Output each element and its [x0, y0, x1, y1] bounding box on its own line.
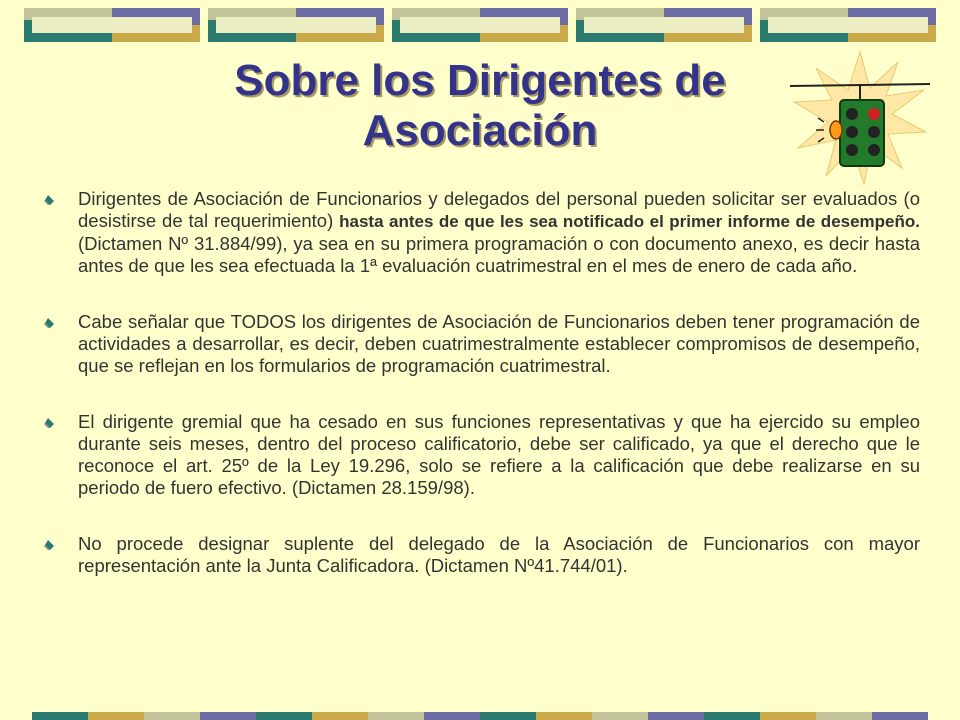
list-item [38, 188, 920, 277]
list-item [38, 311, 920, 377]
bullet-emphasis: hasta antes de que les sea notificado el primer informe de desempeño. [339, 212, 920, 231]
bullet-icon [44, 417, 56, 429]
band-segment [872, 712, 928, 720]
band-tile [24, 8, 200, 42]
band-tile [760, 8, 936, 42]
band-segment [88, 712, 144, 720]
band-segment [312, 712, 368, 720]
bullet-list [38, 188, 920, 611]
band-segment [256, 712, 312, 720]
band-tile [576, 8, 752, 42]
title-line-1: Sobre los Dirigentes de [234, 56, 726, 105]
band-segment [648, 712, 704, 720]
bullet-icon [44, 194, 56, 206]
band-segment [32, 712, 88, 720]
band-tile [392, 8, 568, 42]
band-segment [144, 712, 200, 720]
band-segment [760, 712, 816, 720]
band-segment [592, 712, 648, 720]
traffic-light-icon [790, 48, 930, 188]
list-item [38, 533, 920, 577]
bullet-text: No procede designar suplente del delegado de la Asociación de Funcionarios con mayor representación ante la Junta Calificadora. (Dictamen Nº41.744/01). [78, 533, 920, 576]
top-decorative-band [24, 8, 936, 42]
title-line-2: Asociación [362, 106, 598, 155]
band-segment [480, 712, 536, 720]
slide-title [150, 56, 810, 156]
band-tile [208, 8, 384, 42]
bullet-icon [44, 317, 56, 329]
bullet-text: El dirigente gremial que ha cesado en sus funciones representativas y que ha ejercido su empleo durante seis meses, dentro del proceso calificatorio, debe ser calificado, ya que el derecho que le reconoce el art. 25º de la Ley 19.296, solo se refiere a la calificación que debe realizarse en su periodo de fuero efectivo. (Dictamen 28.159/98). [78, 411, 920, 498]
bullet-icon [44, 539, 56, 551]
band-segment [200, 712, 256, 720]
band-segment [424, 712, 480, 720]
bullet-text: Dirigentes de Asociación de Funcionarios y delegados del personal pueden solicitar ser evaluados (o desistirse de tal requerimiento) hasta antes de que les sea notificado el primer informe de desempeño. (Dictamen Nº 31.884/99), ya sea en su primera programación o con documento anexo, es decir hasta antes de que les sea efectuada la 1ª evaluación cuatrimestral en el mes de enero de cada año. [78, 188, 920, 276]
band-segment [816, 712, 872, 720]
band-segment [704, 712, 760, 720]
bottom-decorative-band [32, 712, 928, 720]
list-item [38, 411, 920, 499]
bullet-text: Cabe señalar que TODOS los dirigentes de Asociación de Funcionarios deben tener programación de actividades a desarrollar, es decir, deben cuatrimestralmente establecer compromisos de desempeño, que se reflejan en los formularios de programación cuatrimestral. [78, 311, 920, 376]
band-segment [536, 712, 592, 720]
band-segment [368, 712, 424, 720]
